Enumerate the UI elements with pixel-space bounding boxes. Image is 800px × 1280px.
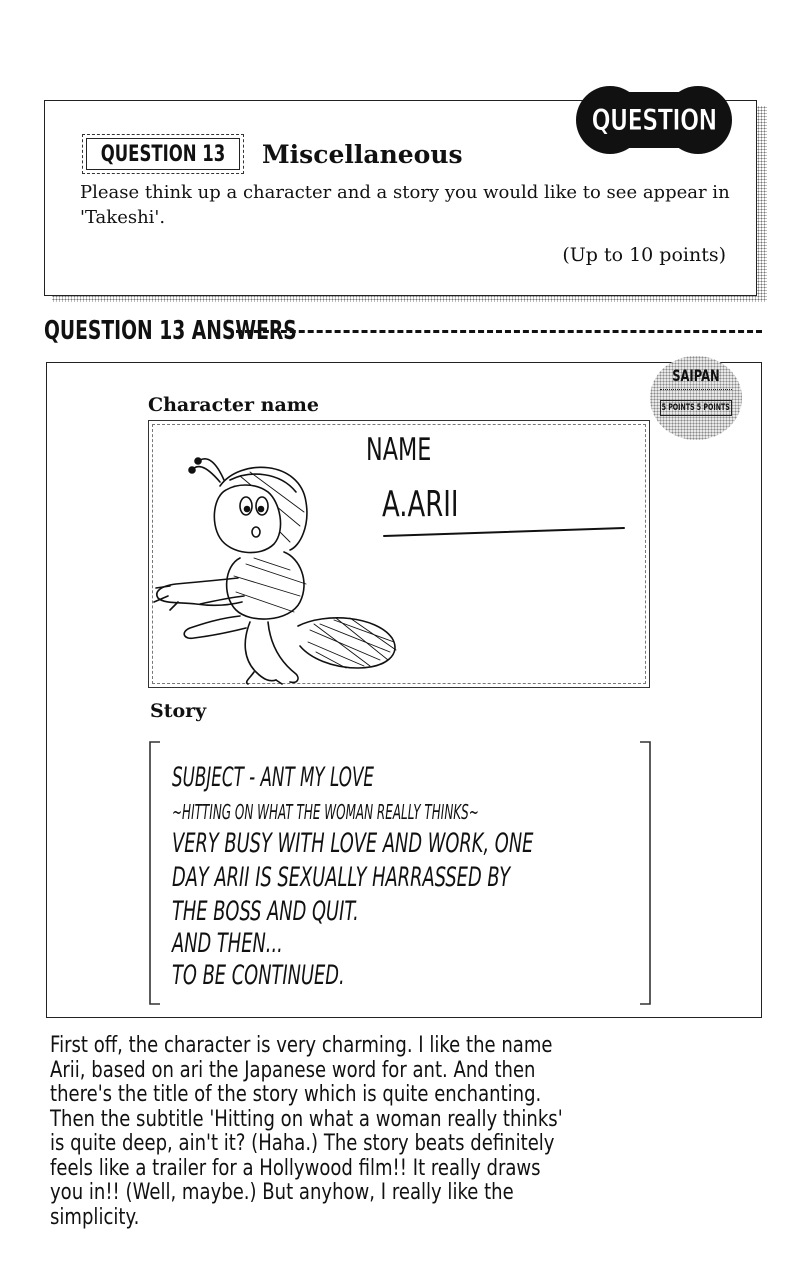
name-label: NAME — [366, 432, 432, 468]
commentary-line: Then the subtitle 'Hitting on what a woman really thinks' — [50, 1106, 563, 1132]
answers-heading-divider — [236, 330, 762, 333]
stamp-score: 5 POINTS 5 POINTS — [660, 400, 732, 416]
answers-heading: QUESTION 13 ANSWERS — [44, 316, 297, 346]
name-underline — [382, 524, 626, 542]
commentary-line: First off, the character is very charming. I like the name — [50, 1033, 553, 1058]
story-label: Story — [150, 700, 207, 722]
commentary-line: Arii, based on ari the Japanese word for ant. And then — [50, 1057, 536, 1083]
stamp-divider — [660, 389, 732, 390]
story-line: DAY ARII IS SEXUALLY HARRASSED BY — [172, 862, 511, 893]
commentary — [50, 1034, 690, 1230]
commentary-line: you in!! (Well, maybe.) But anyhow, I really like the — [50, 1180, 514, 1205]
character-name-label: Character name — [148, 394, 319, 416]
question-number-text: QUESTION 13 — [100, 141, 226, 167]
question-badge-text: QUESTION — [591, 103, 717, 137]
story-line: ~HITTING ON WHAT THE WOMAN REALLY THINKS~ — [172, 800, 479, 824]
question-title: Miscellaneous — [262, 140, 463, 169]
story-line: TO BE CONTINUED. — [172, 960, 345, 991]
question-points: (Up to 10 points) — [562, 244, 726, 266]
story-line: THE BOSS AND QUIT. — [172, 896, 359, 927]
stamp-name: SAIPAN — [672, 366, 720, 385]
story-line: SUBJECT - ANT MY LOVE — [172, 762, 375, 793]
story-line: AND THEN... — [172, 928, 283, 959]
commentary-line: feels like a trailer for a Hollywood film!! It really draws — [50, 1155, 541, 1181]
commentary-line: there's the title of the story which is quite enchanting. — [50, 1082, 542, 1107]
question-prompt: Please think up a character and a story you would like to see appear in 'Takeshi'. — [80, 182, 730, 228]
question-number-label — [82, 134, 244, 174]
commentary-line: simplicity. — [50, 1204, 140, 1230]
story-line: VERY BUSY WITH LOVE AND WORK, ONE — [172, 828, 534, 859]
ant-character-illustration — [150, 446, 400, 686]
name-value: A.ARII — [382, 484, 459, 525]
question-badge — [574, 84, 734, 156]
commentary-line: is quite deep, ain't it? (Haha.) The story beats definitely — [50, 1131, 555, 1156]
